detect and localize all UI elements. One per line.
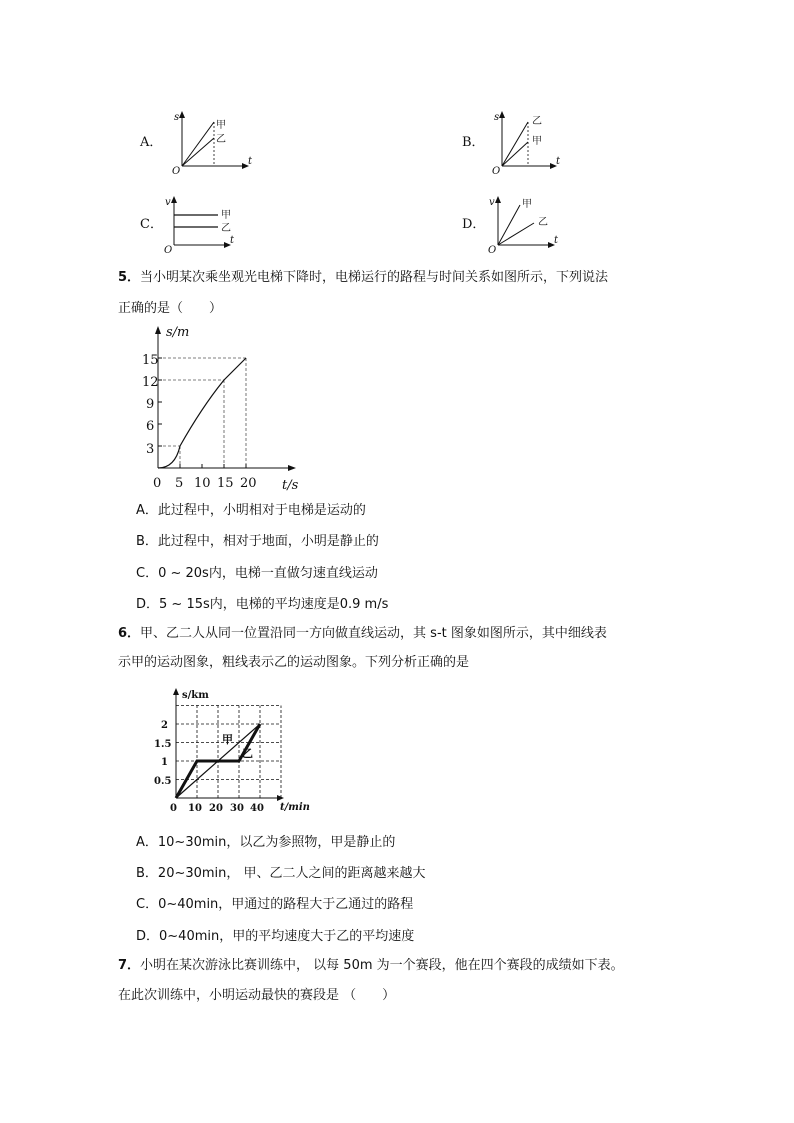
q5-stem-line2: 正确的是（ ） xyxy=(118,301,223,316)
q7-stem-line1: 7．小明在某次游泳比赛训练中， 以每 50m 为一个赛段，他在四个赛段的成绩如下表。 xyxy=(118,958,624,973)
q6-xtick-30: 30 xyxy=(230,803,244,814)
q5-xtick-15: 15 xyxy=(217,476,234,491)
origin-label: O xyxy=(492,166,501,177)
line-label-lower: 乙 xyxy=(221,223,231,234)
q5-option-b[interactable]: B．此过程中，相对于地面，小明是静止的 xyxy=(136,534,379,549)
line-label-upper: 甲 xyxy=(522,199,532,210)
q6-ytick-2: 2 xyxy=(161,720,168,731)
option-b-graph xyxy=(488,108,578,178)
q6-stem-line1: 6．甲、乙二人从同一位置沿同一方向做直线运动，其 s-t 图象如图所示，其中细线表 xyxy=(118,626,607,641)
q5-curve xyxy=(158,358,246,468)
line-label-lower: 乙 xyxy=(216,134,226,145)
q5-xtick-10: 10 xyxy=(194,476,211,491)
q6-ytick-0-5: 0.5 xyxy=(154,776,172,787)
axis-x-label: t xyxy=(554,235,559,246)
axis-y-label: v xyxy=(489,197,495,208)
q5-ytick-15: 15 xyxy=(142,353,159,368)
line-label-lower: 乙 xyxy=(538,217,548,228)
axis-y-label: s xyxy=(174,112,180,123)
q5-st-graph xyxy=(140,322,310,492)
axis-y-label: s xyxy=(494,112,500,123)
q6-ytick-1-5: 1.5 xyxy=(154,739,172,750)
option-a-label: A． xyxy=(140,135,163,150)
q5-xtick-5: 5 xyxy=(175,476,184,491)
q5-ytick-9: 9 xyxy=(146,397,155,412)
q5-y-axis-label: s/m xyxy=(166,325,190,340)
axis-x-label: t xyxy=(248,156,253,167)
q5-ytick-6: 6 xyxy=(146,419,155,434)
q6-option-c[interactable]: C．0~40min，甲通过的路程大于乙通过的路程 xyxy=(136,897,414,912)
q6-label-yi: 乙 xyxy=(242,747,253,760)
q6-option-d[interactable]: D．0~40min，甲的平均速度大于乙的平均速度 xyxy=(136,929,415,944)
q5-option-c[interactable]: C．0 ~ 20s内，电梯一直做匀速直线运动 xyxy=(136,566,378,581)
q5-x-axis-label: t/s xyxy=(282,478,299,492)
q6-st-graph xyxy=(150,684,320,814)
q5-xtick-20: 20 xyxy=(240,476,257,491)
q6-label-jia: 甲 xyxy=(222,733,233,746)
q6-stem-line2: 示甲的运动图象，粗线表示乙的运动图象。下列分析正确的是 xyxy=(118,655,470,670)
q7-number: 7． xyxy=(118,958,141,973)
line-label-upper: 甲 xyxy=(221,210,231,221)
option-a-graph xyxy=(168,108,258,178)
q5-ytick-12: 12 xyxy=(142,375,159,390)
q6-y-axis-label: s/km xyxy=(182,690,209,701)
q6-xtick-20: 20 xyxy=(209,803,223,814)
line-label-upper: 甲 xyxy=(216,120,226,131)
axis-y-label: v xyxy=(165,197,171,208)
q7-stem-line2: 在此次训练中，小明运动最快的赛段是 （ ） xyxy=(118,988,396,1003)
origin-label: O xyxy=(164,245,173,255)
axis-x-label: t xyxy=(556,156,561,167)
origin-label: O xyxy=(488,245,497,255)
q5-origin-label: 0 xyxy=(153,476,162,491)
option-b-label: B． xyxy=(462,135,485,150)
q5-option-a[interactable]: A．此过程中，小明相对于电梯是运动的 xyxy=(136,503,366,518)
option-d-label: D． xyxy=(462,217,486,232)
q6-option-b[interactable]: B．20~30min， 甲、乙二人之间的距离越来越大 xyxy=(136,866,426,881)
line-label-upper: 乙 xyxy=(532,116,542,127)
option-d-graph xyxy=(484,193,574,255)
q6-xtick-40: 40 xyxy=(250,803,264,814)
q5-option-d[interactable]: D．5 ~ 15s内，电梯的平均速度是0.9 m/s xyxy=(136,597,389,612)
q5-stem-line1: 5．当小明某次乘坐观光电梯下降时，电梯运行的路程与时间关系如图所示，下列说法 xyxy=(118,270,609,285)
line-label-lower: 甲 xyxy=(532,136,542,147)
q6-number: 6． xyxy=(118,626,141,641)
q6-xtick-10: 10 xyxy=(188,803,202,814)
q6-ytick-1: 1 xyxy=(161,757,168,768)
q6-option-a[interactable]: A．10~30min，以乙为参照物，甲是静止的 xyxy=(136,835,396,850)
q6-origin-label: 0 xyxy=(170,803,177,814)
axis-x-label: t xyxy=(230,235,235,246)
option-c-label: C． xyxy=(140,217,163,232)
option-c-graph xyxy=(160,193,250,255)
origin-label: O xyxy=(172,166,181,177)
q5-ytick-3: 3 xyxy=(146,442,155,457)
q6-x-axis-label: t/min xyxy=(280,802,310,813)
q5-number: 5． xyxy=(118,270,141,285)
